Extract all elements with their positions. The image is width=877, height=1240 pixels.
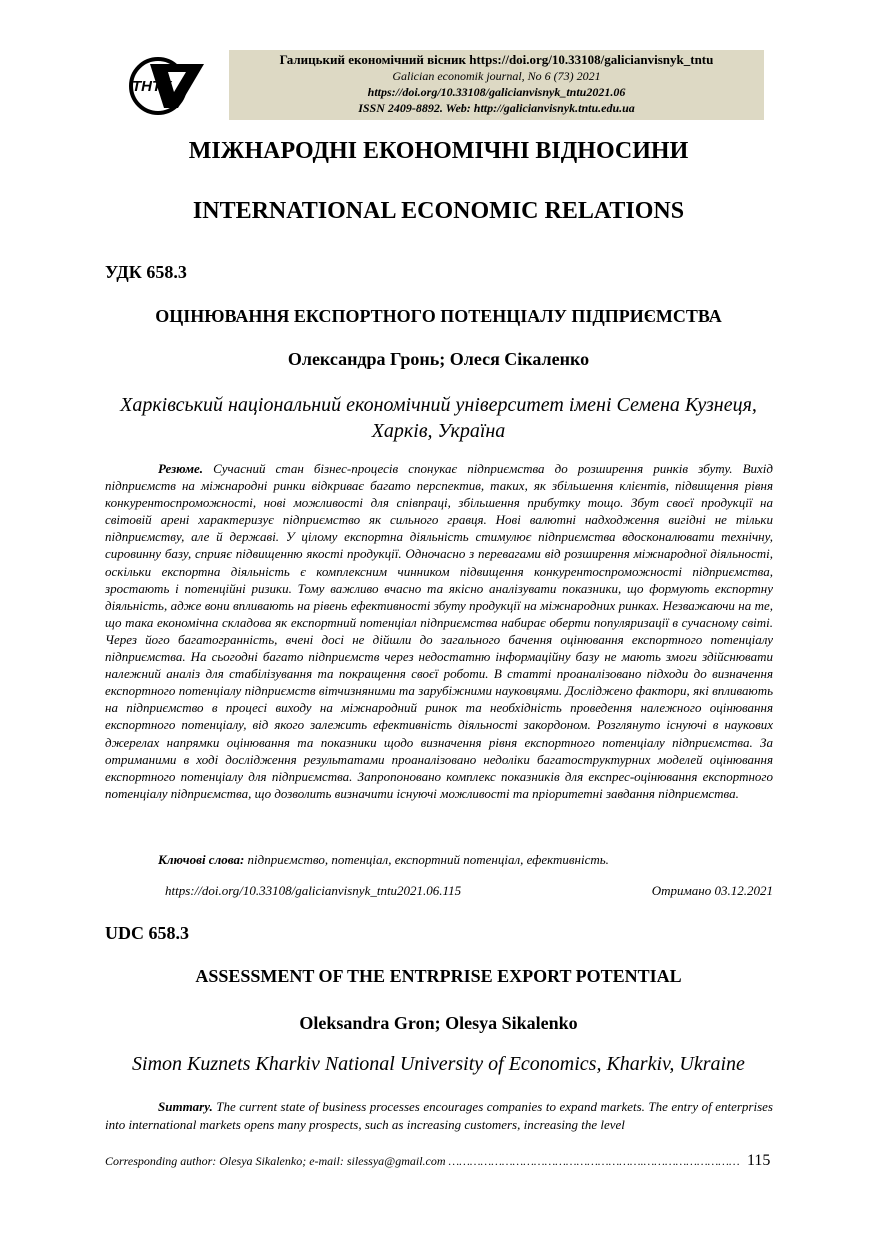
received-date: Отримано 03.12.2021: [651, 883, 773, 898]
affiliation-en: Simon Kuznets Kharkiv National University of Economics, Kharkiv, Ukraine: [132, 1053, 745, 1075]
section-title-uk: МІЖНАРОДНІ ЕКОНОМІЧНІ ВІДНОСИНИ: [188, 138, 689, 164]
summary-en: [105, 1098, 773, 1133]
summary-text: The current state of business processes encourages companies to expand markets. The entry of enterprises into international markets opens many prospects, such as increasing customers, increasing the level: [105, 1099, 773, 1132]
udc-code: UDC 658.3: [105, 923, 189, 943]
keywords-text: підприємство, потенціал, експортний потенціал, ефективність.: [244, 852, 609, 867]
affiliation-uk: Харківський національний економічний університет імені Семена Кузнеця, Харків, Україна: [120, 394, 757, 442]
logo-text: ТНТУ: [132, 78, 172, 95]
journal-issn: ISSN 2409-8892. Web: http://galicianvisnyk.tntu.edu.ua: [358, 101, 635, 115]
journal-header: [229, 50, 764, 120]
abstract-label: Резюме.: [158, 461, 204, 476]
article-doi[interactable]: https://doi.org/10.33108/galicianvisnyk_tntu2021.06.115: [165, 883, 462, 898]
authors-en: Oleksandra Gron; Olesya Sikalenko: [299, 1013, 578, 1033]
journal-logo: [128, 50, 206, 118]
corresponding-author: Corresponding author: Olesya Sikalenko; e-mail: silessya@gmail.com ……………………………………………….………………………: [105, 1154, 740, 1168]
keywords-uk: [158, 852, 609, 868]
keywords-label: Ключові слова:: [158, 852, 245, 867]
journal-issue: Galician economik journal, No 6 (73) 2021: [392, 69, 601, 83]
abstract-text: Сучасний стан бізнес-процесів спонукає підприємства до розширення ринків збуту. Вихід підприємств на міжнародні ринки відкриває багато перспектив, таких, як збільшення клієнтів, підвищення рівня конкурентоспроможності, нові можливості для співпраці, збільшення прибутку тощо. Збут своєї продукції на світовій арені характеризує підприємство як сильного гравця. Нові валютні надходження вигідні не тільки підприємству, але й державі. У цілому експортна діяльність стимулює підприємства вдосконалювати технічну, сировинну базу, сприяє підвищенню якості продукції. Одночасно з перевагами від розширення міжнародної діяльності, оскільки експортна діяльність є комплексним чинником підвищення конкурентоспроможності підприємства, зростають і потенційні ризики. Тому важливо вчасно та якісно аналізувати показники, що формують експортну діяльність, адже вони впливають на рівень ефективності збуту продукції на міжнародних ринках. Незважаючи на те, що така економічна складова як експортний потенціал підприємства набирає оберти популяризації в сучасному світі. Через його багатогранність, вчені досі не дійшли до загального бачення оцінювання експортного потенціалу підприємства. На сьогодні багато підприємств через недостатню інформаційну базу не мають змоги здійснювати належний аналіз для стабілізування та покращення своєї роботи. В статті проаналізовано підходи до визначення експортного потенціалу підприємств вітчизняними та зарубіжними науковцями. Досліджено фактори, які впливають на підприємство в процесі виходу на міжнародний ринок та необхідність проведення належного оцінювання експортного потенціалу, від якого залежить ефективність діяльності закордоном. Розглянуто існуючі в наукових джерелах напрямки оцінювання та показники щодо визначення рівня експортного потенціалу підприємства. За отриманими в ході дослідження результатами проаналізовано недоліки багатоструктурних моделей оцінювання експортного потенціалу для підприємства. Запропоновано комплекс показників для експрес-оцінювання експортного потенціалу підприємства, що дозволить визначити існуючі можливості та пріоритетні завдання підприємства.: [105, 461, 773, 801]
article-title-uk: ОЦІНЮВАННЯ ЕКСПОРТНОГО ПОТЕНЦІАЛУ ПІДПРИЄМСТВА: [155, 306, 722, 326]
article-title-en: ASSESSMENT OF THE ENTRPRISE EXPORT POTENTIAL: [195, 966, 682, 986]
journal-issue-doi: https://doi.org/10.33108/galicianvisnyk_tntu2021.06: [367, 85, 626, 99]
section-title-en: INTERNATIONAL ECONOMIC RELATIONS: [192, 198, 685, 224]
abstract-uk: [105, 460, 773, 802]
udk-code: УДК 658.3: [105, 262, 187, 282]
summary-label: Summary.: [158, 1099, 213, 1114]
authors-uk: Олександра Гронь; Олеся Сікаленко: [287, 349, 590, 369]
page-number: 115: [747, 1152, 771, 1169]
journal-name: Галицький економічний вісник https://doi.org/10.33108/galicianvisnyk_tntu: [279, 52, 714, 67]
